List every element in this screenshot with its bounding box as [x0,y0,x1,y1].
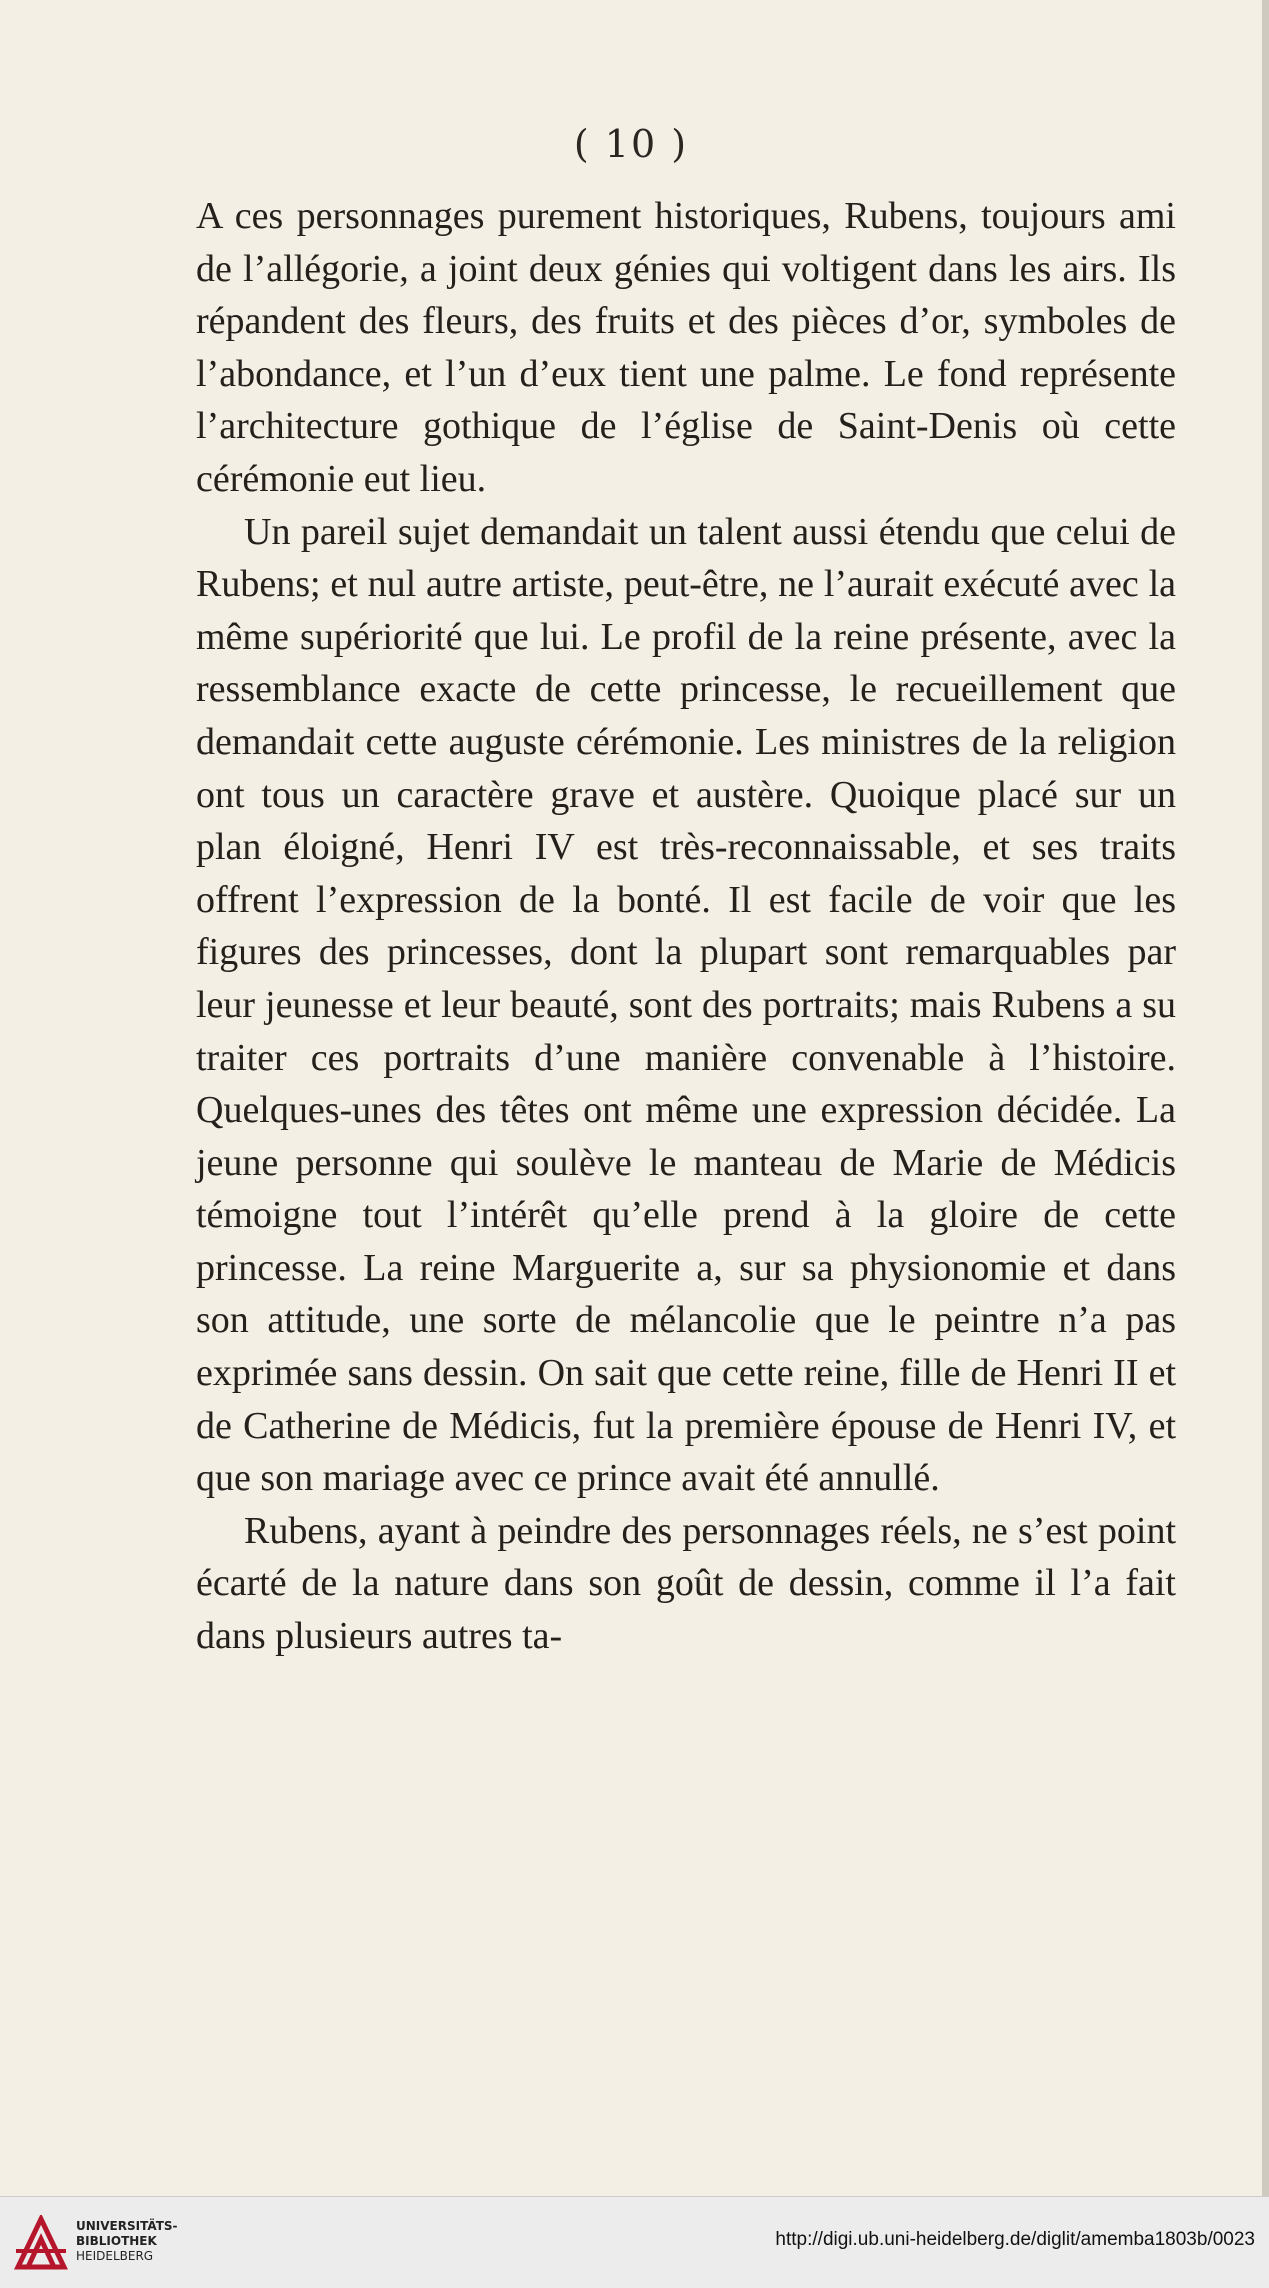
university-library-logo-icon[interactable] [14,2215,68,2271]
paragraph-3: Rubens, ayant à peindre des personnages réels, ne s’est point écarté de la nature dans son goût de dessin, comme il l’a fait dans plusieurs autres ta- [196,1509,1176,1658]
library-name [76,2219,178,2264]
library-name-line-1: UNIVERSITÄTS- [76,2219,178,2233]
page-number: ( 10 ) [573,122,689,166]
paragraph-2: Un pareil sujet demandait un talent aussi étendu que celui de Rubens; et nul autre artiste, peut-être, ne l’aurait exécuté avec la même supériorité que lui. Le profil de la reine présente, avec la ressemblance exacte de cette princesse, le recueillement que demandait cette auguste cérémonie. Les ministres de la religion ont tous un caractère grave et austère. Quoique placé sur un plan éloigné, Henri IV est très-reconnaissable, et ses traits offrent l’expression de la bonté. Il est facile de voir que les figures des princesses, dont la plupart sont remarquables par leur jeunesse et leur beauté, sont des portraits; mais Rubens a su traiter ces portraits d’une manière convenable à l’histoire. Quelques-unes des têtes ont même une expression décidée. La jeune personne qui soulève le manteau de Marie de Médicis témoigne tout l’intérêt qu’elle prend à la gloire de cette princesse. La reine Marguerite a, sur sa physionomie et dans son attitude, une sorte de mélancolie que le peintre n’a pas exprimée sans dessin. On sait que cette reine, fille de Henri II et de Catherine de Médicis, fut la première épouse de Henri IV, et que son mariage avec ce prince avait été annullé. [196,510,1176,1500]
footer-bar [0,2196,1269,2288]
body-text [196,190,1176,1663]
permalink-url[interactable]: http://digi.ub.uni-heidelberg.de/diglit/amemba1803b/0023 [775,2229,1255,2250]
library-name-line-3: HEIDELBERG [76,2249,154,2263]
paragraph-1: A ces personnages purement historiques, Rubens, toujours ami de l’allégorie, a joint deux génies qui voltigent dans les airs. Ils répandent des fleurs, des fruits et des pièces d’or, symboles de l’abondance, et l’un d’eux tient une palme. Le fond représente l’architecture gothique de l’église de Saint-Denis où cette cérémonie eut lieu. [196,195,1176,500]
library-name-line-2: BIBLIOTHEK [76,2234,157,2248]
page-edge [1262,0,1269,2196]
